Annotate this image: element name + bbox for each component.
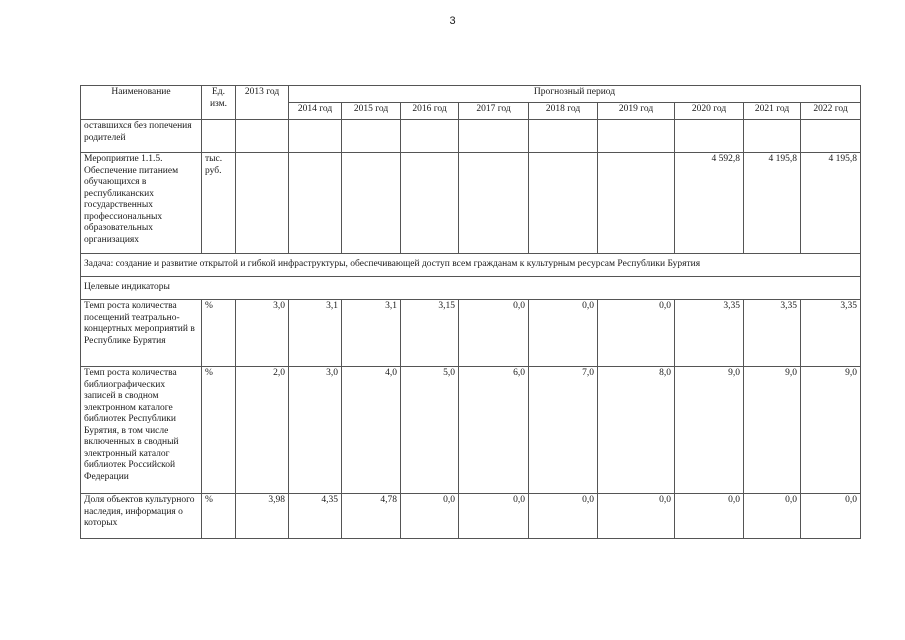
value-cell: 4 592,8 <box>675 153 744 254</box>
value-cell: 3,98 <box>236 494 289 539</box>
value-cell: 3,35 <box>675 300 744 367</box>
header-name: Наименование <box>81 86 202 120</box>
row-name: Мероприятие 1.1.5. Обеспечение питанием обучающихся в республиканских государственных профессиональных образовательных организациях <box>81 153 202 254</box>
value-cell: 9,0 <box>801 367 861 494</box>
value-cell: 4 195,8 <box>744 153 801 254</box>
value-cell: 9,0 <box>675 367 744 494</box>
value-cell: 8,0 <box>598 367 675 494</box>
value-cell <box>529 153 598 254</box>
header-year: 2018 год <box>529 103 598 120</box>
row-unit: % <box>202 494 236 539</box>
row-name: Доля объектов культурного наследия, информация о которых <box>81 494 202 539</box>
value-cell <box>598 153 675 254</box>
row-unit <box>202 120 236 153</box>
value-cell: 0,0 <box>459 300 529 367</box>
row-name: Темп роста количества посещений театрально-концертных мероприятий в Республике Бурятия <box>81 300 202 367</box>
value-cell: 3,0 <box>289 367 342 494</box>
value-cell: 6,0 <box>459 367 529 494</box>
indicators-heading: Целевые индикаторы <box>81 277 861 300</box>
value-cell <box>289 153 342 254</box>
header-year: 2020 год <box>675 103 744 120</box>
value-cell: 0,0 <box>744 494 801 539</box>
value-cell: 3,1 <box>289 300 342 367</box>
value-cell: 7,0 <box>529 367 598 494</box>
header-year: 2016 год <box>401 103 459 120</box>
header-year: 2017 год <box>459 103 529 120</box>
value-cell: 3,0 <box>236 300 289 367</box>
value-cell: 0,0 <box>459 494 529 539</box>
value-cell <box>459 153 529 254</box>
header-year: 2019 год <box>598 103 675 120</box>
row-unit: % <box>202 367 236 494</box>
value-cell: 3,35 <box>744 300 801 367</box>
value-cell: 4,35 <box>289 494 342 539</box>
table-row <box>81 300 861 367</box>
value-cell: 0,0 <box>529 300 598 367</box>
value-cell: 4 195,8 <box>801 153 861 254</box>
value-cell <box>401 153 459 254</box>
value-cell: 0,0 <box>801 494 861 539</box>
value-cell: 0,0 <box>598 494 675 539</box>
table-row <box>81 120 861 153</box>
header-year: 2015 год <box>342 103 401 120</box>
task-text: Задача: создание и развитие открытой и гибкой инфраструктуры, обеспечивающей доступ всем гражданам к культурным ресурсам Республики Бурятия <box>81 254 861 277</box>
table-row <box>81 494 861 539</box>
value-cell: 3,35 <box>801 300 861 367</box>
value-cell <box>342 153 401 254</box>
value-cell: 3,15 <box>401 300 459 367</box>
value-cell: 4,0 <box>342 367 401 494</box>
table-row <box>81 153 861 254</box>
row-name: Темп роста количества библиографических записей в сводном электронном каталоге библиотек Республики Бурятия, в том числе включенных в сводный электронный каталог библиотек Российской Федерации <box>81 367 202 494</box>
table-row <box>81 277 861 300</box>
row-unit: % <box>202 300 236 367</box>
value-cell: 2,0 <box>236 367 289 494</box>
indicators-table <box>80 85 861 539</box>
value-cell: 0,0 <box>675 494 744 539</box>
value-cell: 5,0 <box>401 367 459 494</box>
table-row <box>81 367 861 494</box>
value-cell: 0,0 <box>598 300 675 367</box>
header-year: 2014 год <box>289 103 342 120</box>
header-forecast: Прогнозный период <box>289 86 861 103</box>
value-cell: 4,78 <box>342 494 401 539</box>
value-cell: 9,0 <box>744 367 801 494</box>
table-row <box>81 254 861 277</box>
value-cell: 3,1 <box>342 300 401 367</box>
value-cell: 0,0 <box>401 494 459 539</box>
row-unit: тыс. руб. <box>202 153 236 254</box>
page-number: 3 <box>449 15 456 27</box>
value-cell: 0,0 <box>529 494 598 539</box>
header-year: 2021 год <box>744 103 801 120</box>
header-unit: Ед. изм. <box>202 86 236 120</box>
header-year: 2022 год <box>801 103 861 120</box>
value-cell <box>236 153 289 254</box>
header-base-year: 2013 год <box>236 86 289 120</box>
row-name: оставшихся без попечения родителей <box>81 120 202 153</box>
